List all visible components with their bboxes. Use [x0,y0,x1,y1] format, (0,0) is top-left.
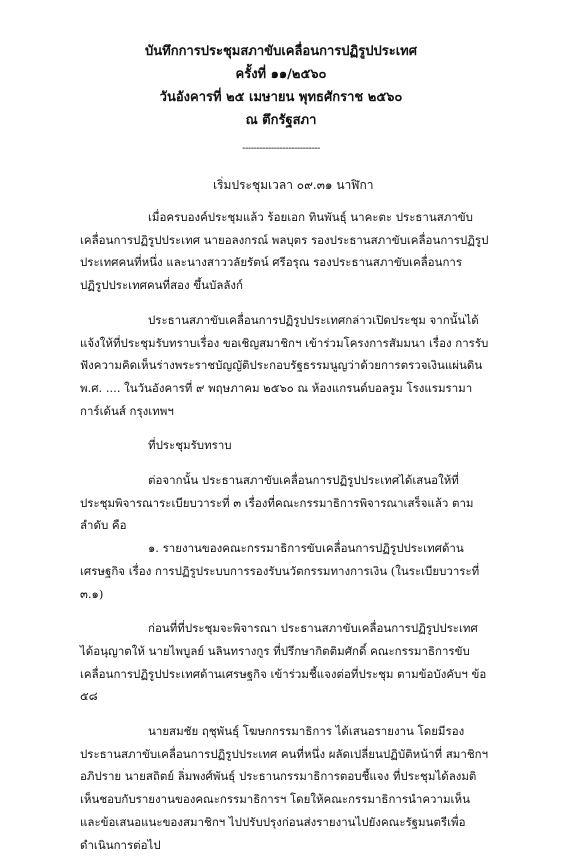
meeting-number: ครั้งที่ ๑๑/๒๕๖๐ [235,67,327,82]
paragraph-permission: ก่อนที่ที่ประชุมจะพิจารณา ประธานสภาขับเคลื่อนการปฏิรูปประเทศได้อนุญาตให้ นายไพบูลย์ นลินทรางกูร ที่ปรึกษากิตติมศักดิ์ คณะกรรมาธิการขับเคลื่อนการปฏิรูปประเทศด้านเศรษฐกิจ เข้าร่วมชี้แจงต่อที่ประชุม ตามข้อบังคับฯ ข้อ ๕๘ [80,621,487,704]
paragraph-agenda-intro: ต่อจากนั้น ประธานสภาขับเคลื่อนการปฏิรูปประเทศได้เสนอให้ที่ประชุมพิจารณาระเบียบวาระที่ ๓ เรื่องที่คณะกรรมาธิการพิจารณาเสร็จแล้ว ตามลำดับ คือ [80,473,474,533]
meeting-venue: ณ ตึกรัฐสภา [245,113,317,128]
minutes-body [80,206,490,856]
meeting-date: วันอังคารที่ ๒๕ เมษายน พุทธศักราช ๒๕๖๐ [159,90,403,105]
paragraph-acknowledged: ที่ประชุมรับทราบ [148,438,232,453]
paragraph-report: นายสมชัย ฤชุพันธุ์ โฆษกกรรมาธิการ ได้เสนอรายงาน โดยมีรองประธานสภาขับเคลื่อนการปฏิรูปประเทศ คนที่หนึ่ง ผลัดเปลี่ยนปฏิบัติหน้าที่ สมาชิกฯ อภิปราย นายสถิตย์ ลิ่มพงศ์พันธุ์ ประธานกรรมาธิการตอบชี้แจง ที่ประชุมได้ลงมติเห็นชอบกับรายงานของคณะกรรมาธิการฯ โดยให้คณะกรรมาธิการนำความเห็นและข้อเสนอแนะของสมาชิกฯ ไปปรับปรุงก่อนส่งรายงานไปยังคณะรัฐมนตรีเพื่อดำเนินการต่อไป [80,724,489,852]
paragraph-announcement: ประธานสภาขับเคลื่อนการปฏิรูปประเทศกล่าวเปิดประชุม จากนั้นได้แจ้งให้ที่ประชุมรับทราบเรื่อง ขอเชิญสมาชิกฯ เข้าร่วมโครงการสัมมนา เรื่อง การรับฟังความคิดเห็นร่างพระราชบัญญัติประกอบรัฐธรรมนูญว่าด้วยการตรวจเงินแผ่นดิน พ.ศ. .... ในวันอังคารที่ ๙ พฤษภาคม ๒๕๖๐ ณ ห้องแกรนด์บอลรูม โรงแรมรามาการ์เด้นส์ กรุงเทพฯ [80,312,489,418]
document-title-block [0,40,562,132]
paragraph-agenda-item-1: ๑. รายงานของคณะกรรมาธิการขับเคลื่อนการปฏิรูปประเทศด้านเศรษฐกิจ เรื่อง การปฏิรูประบบการรองรับนวัตกรรมทางการเงิน (ในระเบียบวาระที่ ๓.๑) [80,541,480,601]
document-title: บันทึกการประชุมสภาขับเคลื่อนการปฏิรูปประเทศ [145,44,417,59]
meeting-start-time: เริ่มประชุมเวลา ๐๙.๓๑ นาฬิกา [213,178,374,192]
paragraph-opening: เมื่อครบองค์ประชุมแล้ว ร้อยเอก ทินพันธุ์ นาคะตะ ประธานสภาขับเคลื่อนการปฏิรูปประเทศ นายอลงกรณ์ พลบุตร รองประธานสภาขับเคลื่อนการปฏิรูปประเทศคนที่หนึ่ง และนางสาววลัยรัตน์ ศรีอรุณ รองประธานสภาขับเคลื่อนการปฏิรูปประเทศคนที่สอง ขึ้นบัลลังก์ [80,210,489,293]
title-divider: --------------------------- [242,143,320,154]
